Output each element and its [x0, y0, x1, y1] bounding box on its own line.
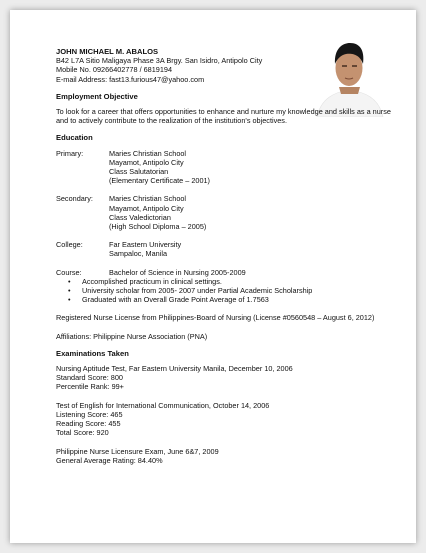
secondary-line: Maries Christian School — [109, 194, 187, 204]
toeic-score: Listening Score: 465 — [56, 409, 123, 419]
secondary-education — [56, 194, 391, 231]
toeic-score: Total Score: 920 — [56, 428, 109, 438]
secondary-line: (High School Diploma – 2005) — [109, 222, 207, 232]
exams-heading: Examinations Taken — [56, 348, 129, 358]
secondary-line: Mayamot, Antipolo City — [109, 203, 184, 213]
affiliations-text: Affiliations: Philippine Nurse Association (PNA) — [56, 331, 208, 341]
nat-score: Standard Score: 800 — [56, 373, 123, 383]
college-line: Sampaloc, Manila — [109, 249, 167, 259]
course-bullet: • Graduated with an Overall Grade Point Average of 1.7563 — [56, 295, 391, 304]
secondary-label: Secondary: — [56, 194, 93, 204]
nle-title: Philippine Nurse Licensure Exam, June 6&7, 2009 — [56, 446, 219, 456]
primary-line: Class Salutatorian — [109, 167, 169, 177]
course-bullet: • Accomplished practicum in clinical settings. — [56, 277, 391, 286]
license-text: Registered Nurse License from Philippines-Board of Nursing (License #0560548 – August 6, 2012) — [56, 313, 375, 323]
objective-text: To look for a career that offers opportunities to enhance and nurture my knowledge and skills as a nurse and to actively contribute to the realization of the institution's objectives. — [56, 107, 391, 126]
nle-score: General Average Rating: 84.40% — [56, 455, 163, 465]
nat-title: Nursing Aptitude Test, Far Eastern University Manila, December 10, 2006 — [56, 364, 293, 374]
email-address: E-mail Address: fast13.furious47@yahoo.com — [56, 74, 205, 84]
primary-line: Mayamot, Antipolo City — [109, 157, 184, 167]
course-bullets — [56, 277, 391, 305]
toeic-title: Test of English for International Communication, October 14, 2006 — [56, 400, 270, 410]
resume-page — [10, 10, 416, 543]
college-education — [56, 240, 391, 258]
primary-line: (Elementary Certificate – 2001) — [109, 176, 210, 186]
college-line: Far Eastern University — [109, 240, 182, 250]
mobile-number: Mobile No. 09266402778 / 6819194 — [56, 65, 173, 75]
primary-education — [56, 149, 391, 186]
applicant-name: JOHN MICHAEL M. ABALOS — [56, 47, 159, 56]
course — [56, 268, 391, 277]
objective-heading: Employment Objective — [56, 91, 138, 101]
college-label: College: — [56, 240, 83, 250]
address: B42 L7A Sitio Maligaya Phase 3A Brgy. San Isidro, Antipolo City — [56, 56, 263, 66]
course-value: Bachelor of Science in Nursing 2005-2009 — [109, 267, 246, 277]
nat-score: Percentile Rank: 99+ — [56, 382, 124, 392]
primary-line: Maries Christian School — [109, 148, 187, 158]
course-label: Course: — [56, 267, 82, 277]
toeic-score: Reading Score: 455 — [56, 419, 121, 429]
resume-content — [56, 47, 391, 465]
primary-label: Primary: — [56, 148, 84, 158]
secondary-line: Class Valedictorian — [109, 212, 171, 222]
course-bullet: • University scholar from 2005- 2007 under Partial Academic Scholarship — [56, 286, 391, 295]
education-heading: Education — [56, 133, 93, 143]
